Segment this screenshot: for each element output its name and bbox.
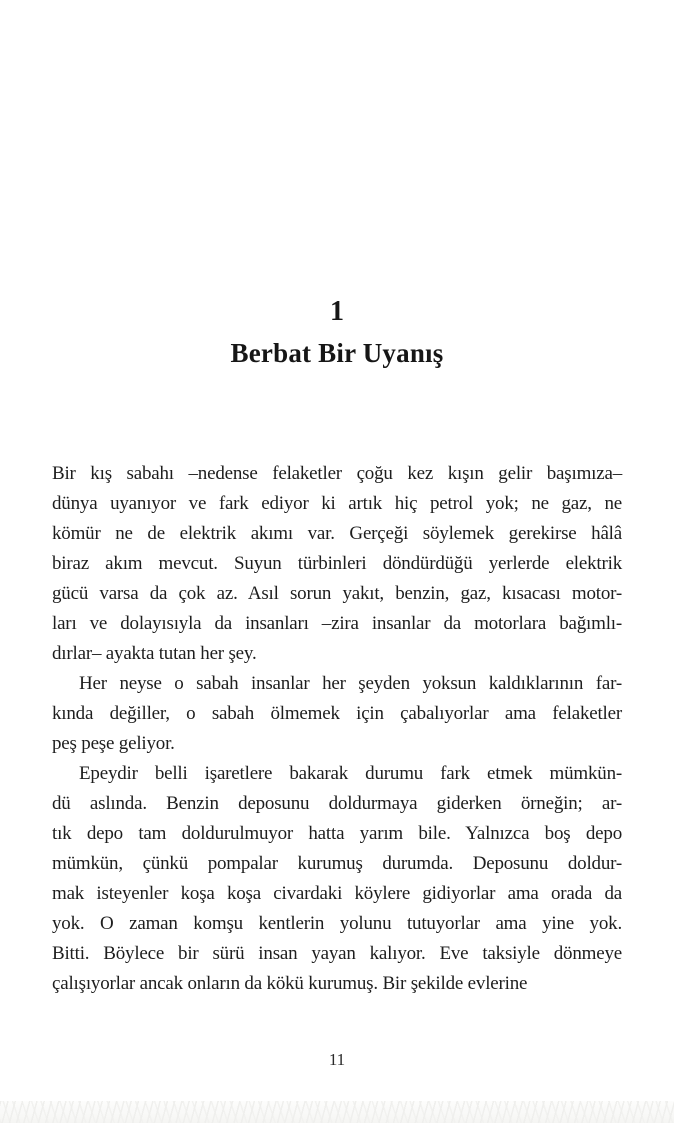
page-number: 11	[328, 1050, 346, 1069]
page-edge-texture	[0, 1101, 674, 1123]
chapter-title: Berbat Bir Uyanış	[230, 338, 444, 368]
text-line: mak isteyenler koşa koşa civardaki köylere gidiyorlar ama orada da	[52, 883, 622, 904]
text-line: Epeydir belli işaretlere bakarak durumu fark etmek mümkün-	[79, 763, 622, 784]
text-line: biraz akım mevcut. Suyun türbinleri döndürdüğü yerlerde elektrik	[52, 553, 622, 574]
text-line: dünya uyanıyor ve fark ediyor ki artık hiç petrol yok; ne gaz, ne	[52, 493, 622, 514]
text-line: peş peşe geliyor.	[52, 733, 175, 754]
text-line: Her neyse o sabah insanlar her şeyden yoksun kaldıklarının far-	[79, 673, 622, 694]
text-line: kında değiller, o sabah ölmemek için çabalıyorlar ama felaketler	[52, 703, 622, 724]
text-line: ları ve dolayısıyla da insanları –zira insanlar da motorlara bağımlı-	[52, 613, 622, 634]
text-line: mümkün, çünkü pompalar kurumuş durumda. Deposunu doldur-	[52, 853, 622, 874]
text-line: kömür ne de elektrik akımı var. Gerçeği söylemek gerekirse hâlâ	[52, 523, 622, 544]
text-line: yok. O zaman komşu kentlerin yolunu tutuyorlar ama yine yok.	[52, 913, 622, 934]
chapter-number: 1	[330, 296, 344, 327]
text-line: dü aslında. Benzin deposunu doldurmaya giderken örneğin; ar-	[52, 793, 622, 814]
body-text	[52, 459, 622, 999]
text-line: dırlar– ayakta tutan her şey.	[52, 643, 257, 664]
text-line: Bitti. Böylece bir sürü insan yayan kalıyor. Eve taksiyle dönmeye	[52, 943, 622, 964]
text-line: Bir kış sabahı –nedense felaketler çoğu kez kışın gelir başımıza–	[52, 463, 622, 484]
text-line: tık depo tam doldurulmuyor hatta yarım bile. Yalnızca boş depo	[52, 823, 622, 844]
text-line: çalışıyorlar ancak onların da kökü kurumuş. Bir şekilde evlerine	[52, 973, 528, 994]
text-line: gücü varsa da çok az. Asıl sorun yakıt, benzin, gaz, kısacası motor-	[52, 583, 622, 604]
